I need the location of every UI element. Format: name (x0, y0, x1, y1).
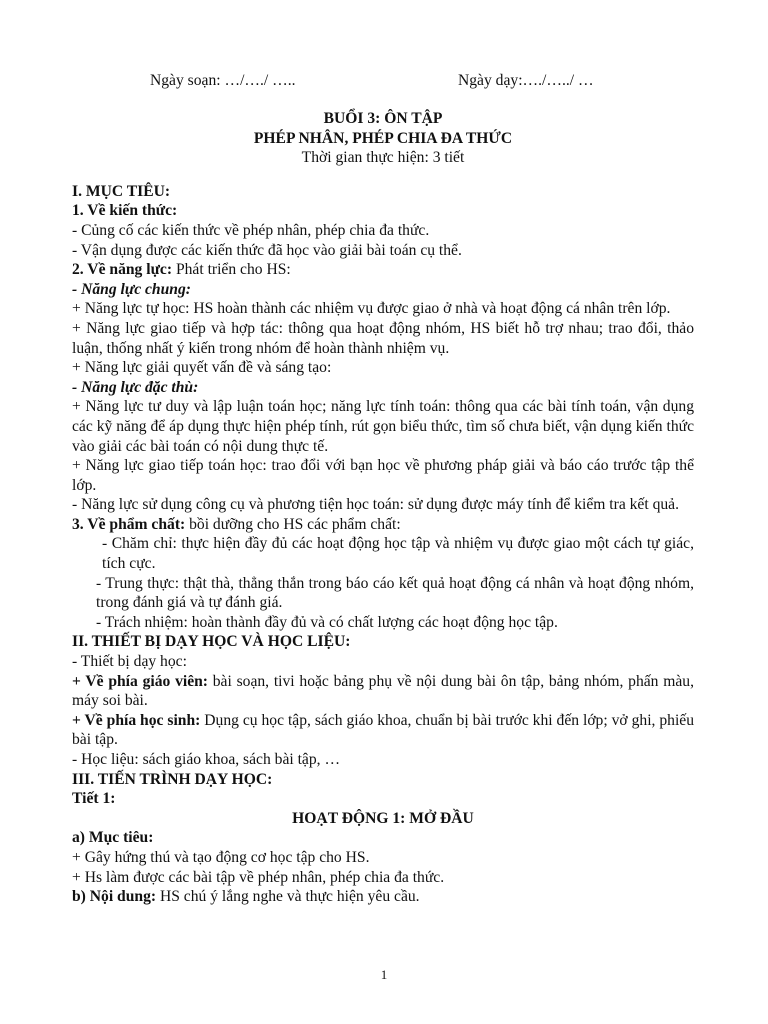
qualities-text: bồi dưỡng cho HS các phẩm chất: (185, 515, 401, 533)
section-equipment-heading: II. THIẾT BỊ DẠY HỌC VÀ HỌC LIỆU: (72, 633, 351, 651)
section-process-heading: III. TIẾN TRÌNH DẠY HỌC: (72, 770, 273, 788)
activity-content-text: HS chú ý lắng nghe và thực hiện yêu cầu. (156, 888, 420, 906)
specific-competency-item: + Năng lực giao tiếp toán học: trao đổi với bạn học về phương pháp giải và báo cáo trước tập thể lớp. (72, 457, 694, 494)
student-text: Dụng cụ học tập, sách giáo khoa, chuẩn bị bài trước khi đến lớp; vở ghi, phiếu bài tập. (72, 711, 695, 749)
student-label: + Về phía học sinh: (72, 711, 201, 729)
document-page (72, 64, 694, 907)
general-competency-heading: - Năng lực chung: (72, 280, 191, 298)
competency-line (72, 260, 694, 280)
equipment-item: - Thiết bị dạy học: (72, 653, 187, 671)
activity-objective-item: + Gây hứng thú và tạo động cơ học tập cho HS. (72, 848, 370, 866)
qualities-line (72, 515, 694, 535)
preparation-date: Ngày soạn: …/…./ ….. (150, 72, 296, 89)
teacher-equipment (72, 672, 694, 711)
quality-item: - Trung thực: thật thà, thẳng thắn trong báo cáo kết quả hoạt động cá nhân và hoạt động nhóm, trong đánh giá và tự đánh giá. (96, 574, 694, 612)
page-number: 1 (380, 967, 388, 982)
competency-text: Phát triển cho HS: (172, 261, 291, 279)
activity-content (72, 887, 694, 907)
knowledge-heading: 1. Về kiến thức: (72, 202, 178, 220)
activity-content-label: b) Nội dung: (72, 888, 157, 906)
topic-title: PHÉP NHÂN, PHÉP CHIA ĐA THỨC (253, 129, 513, 147)
general-competency-item: + Năng lực giải quyết vấn đề và sáng tạo: (72, 359, 332, 377)
quality-item: - Trách nhiệm: hoàn thành đầy đủ và có chất lượng các hoạt động học tập. (96, 613, 558, 631)
competency-heading: 2. Về năng lực: (72, 261, 173, 279)
general-competency-item: + Năng lực giao tiếp và hợp tác: thông qua hoạt động nhóm, HS biết hỗ trợ nhau; trao đổi, thảo luận, thống nhất ý kiến trong nhóm để hoàn thành nhiệm vụ. (72, 319, 694, 357)
date-row (72, 64, 694, 92)
specific-competency-item: + Năng lực tư duy và lập luận toán học; năng lực tính toán: thông qua các bài tính toán, vận dụng các kỹ năng để áp dụng thực hiện phép tính, rút gọn biểu thức, tìm số chưa biết, vận dụng kiến thức vào giải các bài toán có nội dung thực tế. (72, 398, 694, 455)
teacher-text: bài soạn, tivi hoặc bảng phụ về nội dung bài ôn tập, bảng nhóm, phấn màu, máy soi bài. (72, 672, 694, 710)
learning-materials: - Học liệu: sách giáo khoa, sách bài tập, … (72, 751, 341, 768)
title-block (72, 109, 694, 168)
knowledge-item: - Củng cố các kiến thức về phép nhân, phép chia đa thức. (72, 221, 430, 239)
specific-competency-item: - Năng lực sử dụng công cụ và phương tiện học toán: sử dụng được máy tính để kiểm tra kết quả. (72, 496, 679, 514)
duration-text: Thời gian thực hiện: 3 tiết (301, 149, 465, 167)
knowledge-item: - Vận dụng được các kiến thức đã học vào giải bài toán cụ thể. (72, 241, 462, 259)
session-title: BUỔI 3: ÔN TẬP (323, 110, 443, 127)
student-equipment (72, 711, 694, 750)
qualities-heading: 3. Về phẩm chất: (72, 515, 186, 533)
activity-heading: HOẠT ĐỘNG 1: MỞ ĐẦU (292, 809, 474, 827)
activity-objective-heading: a) Mục tiêu: (72, 829, 154, 847)
quality-item: - Chăm chỉ: thực hiện đầy đủ các hoạt động học tập và nhiệm vụ được giao một cách tự giác, tích cực. (102, 535, 694, 573)
teacher-label: + Về phía giáo viên: (72, 672, 208, 690)
general-competency-item: + Năng lực tự học: HS hoàn thành các nhiệm vụ được giao ở nhà và hoạt động cá nhân trên lớp. (72, 300, 671, 318)
period-label: Tiết 1: (72, 790, 116, 808)
content (72, 182, 694, 907)
teaching-date: Ngày dạy:…./…../ … (458, 72, 594, 89)
specific-competency-heading: - Năng lực đặc thù: (72, 378, 199, 396)
section-objectives-heading: I. MỤC TIÊU: (72, 182, 171, 200)
activity-objective-item: + Hs làm được các bài tập về phép nhân, phép chia đa thức. (72, 868, 445, 886)
